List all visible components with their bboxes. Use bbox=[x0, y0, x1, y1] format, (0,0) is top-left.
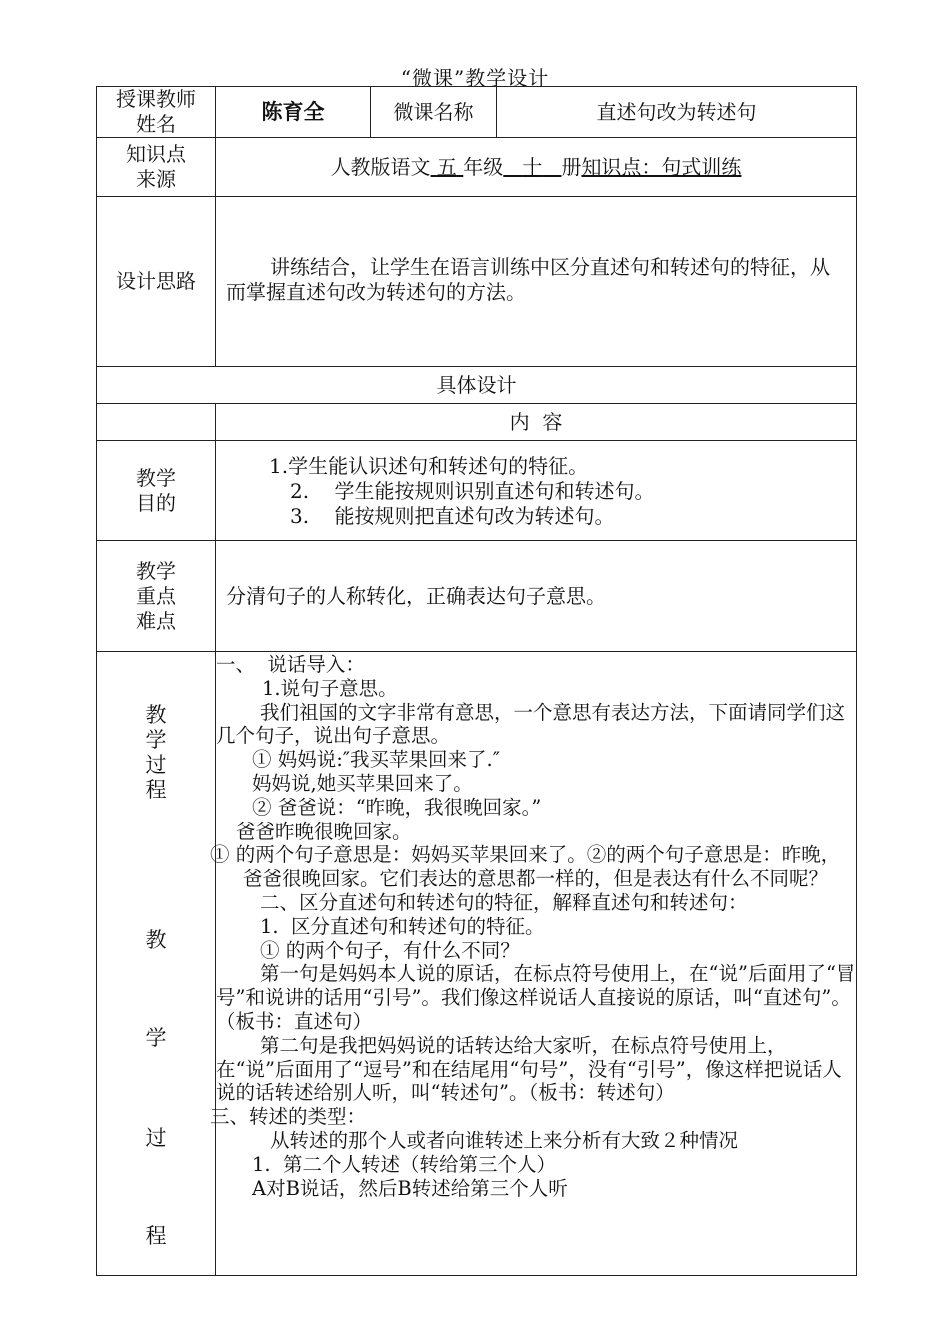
process-label-char-7: 过 bbox=[145, 1126, 167, 1150]
process-line-15: 从转述的那个人或者向谁转述上来分析有大致２种情况 bbox=[270, 1128, 739, 1152]
goals-label: 教学 目的 bbox=[97, 441, 216, 541]
design-idea-row bbox=[97, 197, 857, 367]
document-title: “微课”教学设计 bbox=[400, 66, 550, 90]
teacher-name: 陈育全 bbox=[216, 87, 371, 138]
specific-design-heading: 具体设计 bbox=[97, 367, 857, 404]
source-grade-suffix: 年级 bbox=[463, 154, 504, 179]
process-line-12: 第一句是妈妈本人说的原话，在标点符号使用上，在“说”后面用了“冒号”和说讲的话用“引号”。我们像这样说话人直接说的原话，叫“直述句”。（板书：直述句） bbox=[216, 962, 856, 1033]
source-volume: 十 bbox=[522, 154, 543, 179]
source-volume-suffix: 册 bbox=[561, 154, 582, 179]
lesson-design-table bbox=[96, 86, 857, 1276]
course-label: 微课名称 bbox=[371, 87, 497, 138]
content-header-blank bbox=[97, 404, 216, 441]
teacher-row bbox=[97, 87, 857, 138]
design-idea-cell bbox=[216, 197, 857, 367]
process-label-char-3: 过 bbox=[145, 753, 167, 777]
process-label-char-6: 学 bbox=[145, 1026, 167, 1050]
goals-cell bbox=[216, 441, 857, 541]
process-line-3: 我们祖国的文字非常有意思，一个意思有表达方法，下面请同学们这几个句子，说出句子意思。 bbox=[216, 700, 846, 748]
process-line-14: 三、转述的类型： bbox=[210, 1105, 367, 1129]
process-line-1: 一、 说话导入： bbox=[216, 653, 365, 676]
design-idea-text: 讲练结合，让学生在语言训练中区分直述句和转述句的特征，从而掌握直述句改为转述句的方法。 bbox=[226, 254, 830, 304]
goals-row bbox=[97, 441, 857, 541]
goal-item-1: 1.学生能认识述句和转述句的特征。 bbox=[269, 454, 589, 478]
focus-label: 教学 重点 难点 bbox=[97, 541, 216, 652]
process-line-17: A对B说话，然后B转述给第三个人听 bbox=[252, 1176, 568, 1200]
content-header: 内 容 bbox=[216, 404, 857, 441]
source-label: 知识点 来源 bbox=[97, 138, 216, 197]
process-line-16: 1. 第二个人转述（转给第三个人） bbox=[252, 1152, 557, 1176]
source-row bbox=[97, 138, 857, 197]
process-label-char-4: 程 bbox=[145, 778, 167, 802]
specific-design-row bbox=[97, 367, 857, 404]
design-idea-label: 设计思路 bbox=[97, 197, 216, 367]
process-label bbox=[97, 652, 216, 1276]
teacher-label: 授课教师 姓名 bbox=[97, 87, 216, 138]
source-prefix: 人教版语文 bbox=[330, 154, 431, 179]
process-label-char-5: 教 bbox=[145, 928, 167, 952]
focus-text: 分清句子的人称转化，正确表达句子意思。 bbox=[216, 541, 857, 652]
goal-item-2: 2. 学生能按规则识别直述句和转述句。 bbox=[290, 479, 655, 503]
process-line-6: ② 爸爸说：“昨晚，我很晚回家。” bbox=[252, 795, 542, 819]
process-line-4: ① 妈妈说:″我买苹果回来了.″ bbox=[252, 748, 501, 772]
process-line-9: 二、区分直述句和转述句的特征，解释直述句和转述句： bbox=[260, 890, 748, 914]
process-label-char-1: 教 bbox=[145, 703, 167, 727]
source-knowledge: 知识点：句式训练 bbox=[581, 154, 742, 179]
process-line-13: 第二句是我把妈妈说的话转达给大家听，在标点符号使用上，在“说”后面用了“逗号”和在结尾用“句号”，没有“引号”，像这样把说话人说的话转述给别人听，叫“转述句”。（板书：转述句） bbox=[216, 1033, 842, 1105]
process-line-8: ① 的两个句子意思是：妈妈买苹果回来了。②的两个句子意思是：昨晚，爸爸很晚回家。它们表达的意思都一样的，但是表达有什么不同呢？ bbox=[210, 843, 841, 891]
content-header-row bbox=[97, 404, 857, 441]
source-content bbox=[216, 138, 857, 197]
source-grade: 五 bbox=[436, 154, 457, 179]
process-label-char-8: 程 bbox=[145, 1224, 167, 1248]
course-name: 直述句改为转述句 bbox=[497, 87, 857, 138]
process-line-2: 1.说句子意思。 bbox=[262, 676, 398, 700]
process-label-char-2: 学 bbox=[145, 728, 167, 752]
focus-row bbox=[97, 541, 857, 652]
process-row bbox=[97, 652, 857, 1276]
goal-item-3: 3. 能按规则把直述句改为转述句。 bbox=[290, 504, 615, 528]
process-line-11: ① 的两个句子，有什么不同？ bbox=[260, 938, 520, 962]
process-line-7: 爸爸昨晚很晚回家。 bbox=[236, 819, 412, 843]
process-content bbox=[210, 652, 857, 1276]
process-line-5: 妈妈说,她买苹果回来了。 bbox=[252, 771, 473, 795]
process-line-10: 1. 区分直述句和转述句的特征。 bbox=[260, 914, 545, 938]
